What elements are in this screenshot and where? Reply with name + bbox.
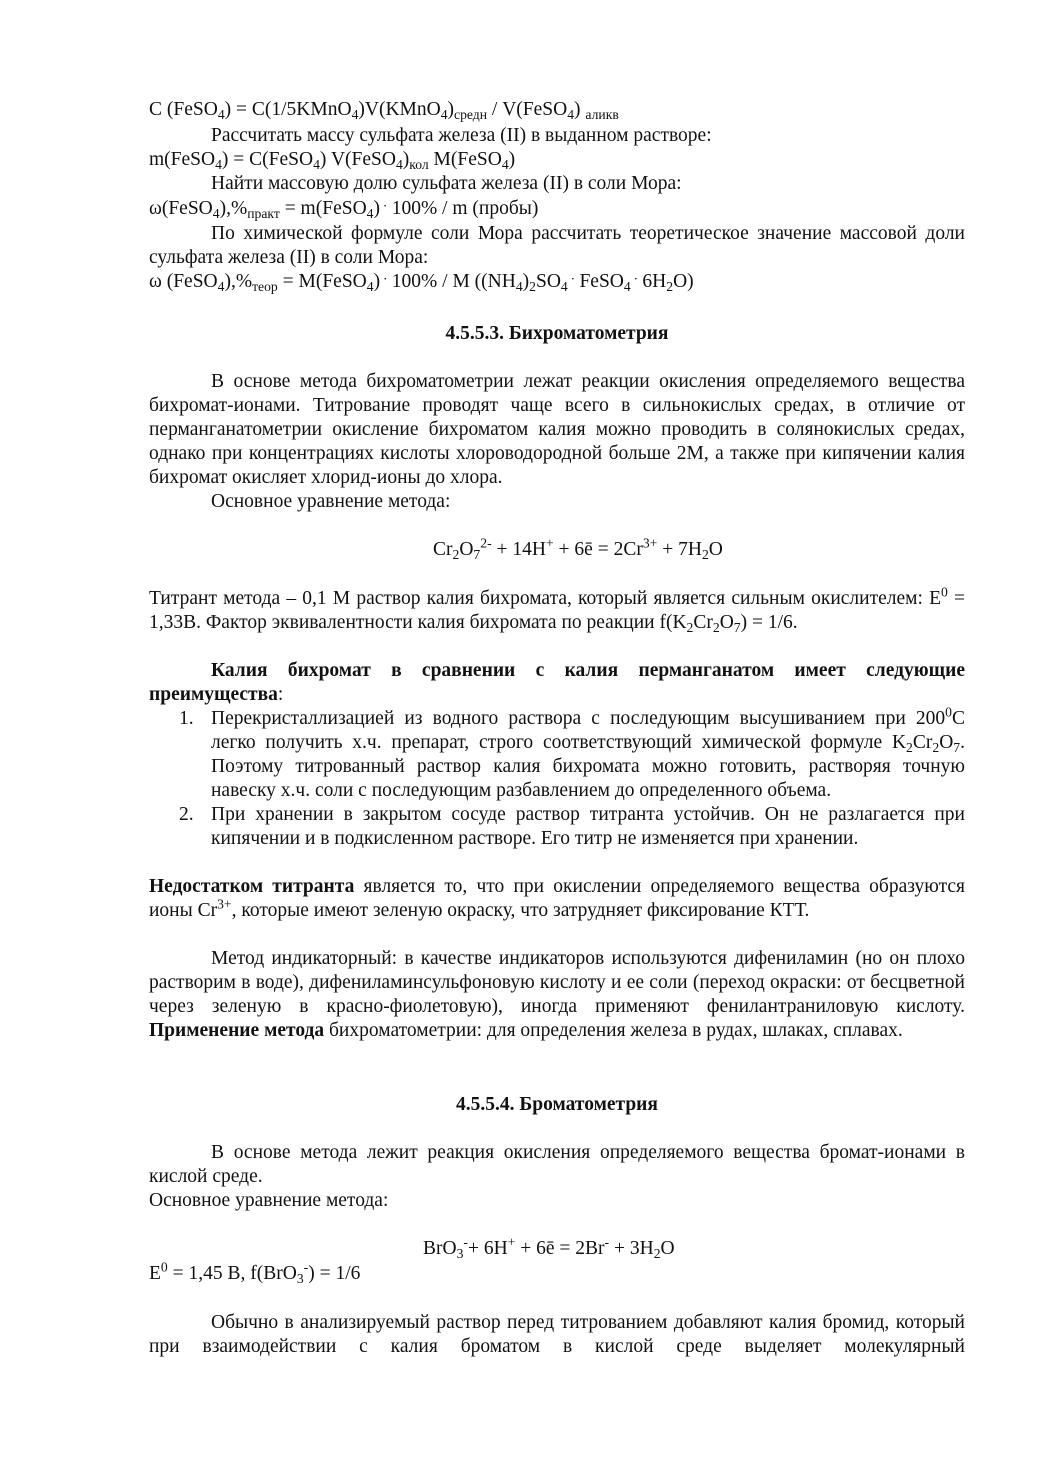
formula-theoretical-fraction: ω $(FeSO_4),\%_{теор}$ = M(FeSO$_4$) . 100% / M ($(NH_4)_2SO_4$ . FeSO$_4$ . $6H_2O$) (149, 267, 694, 295)
paragraph-indicator: Метод индикаторный: в качестве индикаторов используются дифениламин (но он плохо растворим в воде), дифениламинсульфоновую кислоту и ее соли (переход окраски: от бесцветной через зеленую в красно-фиолетовую), иногда применяют фенилантраниловую кислоту. Применение метода бихроматометрии: для определения железа в рудах, шлаках, сплавах. (149, 948, 965, 1041)
section-heading-bromatometry: 4.5.5.4. Броматометрия (456, 1094, 658, 1115)
list-item: 2. При хранении в закрытом сосуде раствор титранта устойчив. Он не разлагается при кипячении и в подкисленном растворе. Его титр не изменяется при хранении. (179, 804, 965, 849)
paragraph-advantages-heading: Калия бихромат в сравнении с калия перманганатом имеет следующие преимущества: (149, 660, 965, 705)
paragraph-drawback: Недостатком титранта является то, что при окислении определяемого вещества образуются ионы $Cr^{3+}$, которые имеют зеленую окраску, что затрудняет фиксирование КТТ. (149, 876, 965, 921)
advantages-list (149, 704, 965, 851)
formula-practical-fraction: $\omega(FeSO_4),\%_{практ}$ = m(FeSO$_4$) . 100% / m (пробы) (149, 194, 539, 222)
paragraph-dichromatometry-intro: В основе метода бихроматометрии лежат реакции окисления определяемого вещества бихромат-ионами. Титрование проводят чаще всего в сильнокислых средах, в отличие от перманганатометрии окисление бихроматом калия можно проводить в солянокислых средах, однако при концентрациях кислоты хлороводородной больше 2М, а также при кипячении калия бихромат окисляет хлорид-ионы до хлора. (149, 371, 965, 488)
formula-concentration: C (FeSO$_4$) = $C(1/5KMnO_4)V(KMnO_4)_{средн}$ / V(FeSO$_4$) $_{аликв}$ (149, 99, 619, 123)
equation-bromate: BrO$_3$-+ 6H+ + 6ē = $2Br^- + 3H_2O$ (423, 1234, 675, 1262)
equation-dichromate: $Cr_2O_7^{2-} + 14H^+$ + 6ē = $2Cr^{3+} + 7H_2O$ (433, 535, 723, 563)
paragraph-bromide: Обычно в анализируемый раствор перед титрованием добавляют калия бромид, который при взаимодействии с калия броматом в кислой среде выделяет молекулярный (149, 1312, 965, 1357)
paragraph-calc-mass: Рассчитать массу сульфата железа (II) в выданном растворе: (211, 125, 712, 146)
potential-and-factor: $E^0 = 1,45$ В, f(BrO$_3$-) = 1/6 (149, 1259, 361, 1287)
section-heading-dichromatometry: 4.5.5.3. Бихроматометрия (445, 323, 669, 344)
equation-label: Основное уравнение метода: (211, 491, 451, 512)
formula-mass: m(FeSO$_4$) = C(FeSO$_4$) $V(FeSO_4)_{кол}$ M(FeSO$_4$) (149, 149, 516, 173)
paragraph-theoretical: По химической формуле соли Мора рассчитать теоретическое значение массовой доли сульфата железа (II) в соли Мора: (149, 223, 965, 268)
paragraph-mass-fraction: Найти массовую долю сульфата железа (II) в соли Мора: (211, 173, 682, 194)
paragraph-titrant: Титрант метода – 0,1 М раствор калия бихромата, который является сильным окислителем: $E^0 = 1,33В$. Фактор эквивалентности калия бихромата по реакции $f(K_2Cr_2O_7) = 1/6$. (149, 584, 965, 636)
paragraph-bromatometry-intro: В основе метода лежит реакция окисления определяемого вещества бромат-ионами в кислой среде. (149, 1142, 965, 1187)
equation-label: Основное уравнение метода: (149, 1190, 389, 1211)
list-item: 1. Перекристаллизацией из водного раствора с последующим высушиванием при $200^0С$ легко получить х.ч. препарат, строго соответствующий химической формуле $K_2Cr_2O_7$. Поэтому титрованный раствор калия бихромата можно готовить, растворяя точную навеску х.ч. соли с последующим разбавлением до определенного объема. (179, 704, 965, 801)
